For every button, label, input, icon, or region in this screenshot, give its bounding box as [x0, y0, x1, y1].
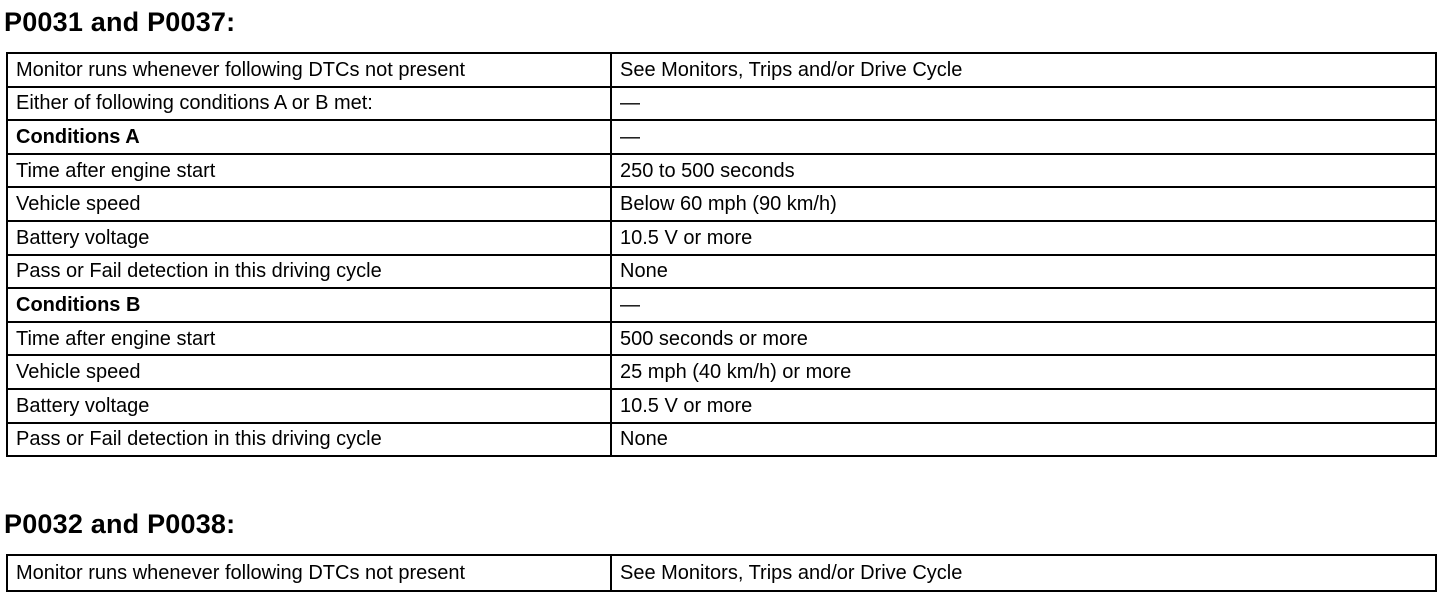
- condition-value: None: [611, 423, 1436, 457]
- condition-value: See Monitors, Trips and/or Drive Cycle: [611, 53, 1436, 87]
- table-row: [7, 221, 1436, 255]
- condition-label: Monitor runs whenever following DTCs not present: [7, 555, 611, 591]
- table-row-conditions-a-heading: [7, 120, 1436, 154]
- condition-value: 250 to 500 seconds: [611, 154, 1436, 188]
- condition-group-label: Conditions B: [7, 288, 611, 322]
- condition-label: Vehicle speed: [7, 187, 611, 221]
- condition-value: None: [611, 255, 1436, 289]
- condition-label: Battery voltage: [7, 221, 611, 255]
- condition-value: 10.5 V or more: [611, 221, 1436, 255]
- condition-label: Pass or Fail detection in this driving cycle: [7, 255, 611, 289]
- condition-label: Either of following conditions A or B met:: [7, 87, 611, 121]
- condition-value: 500 seconds or more: [611, 322, 1436, 356]
- table-row: [7, 53, 1436, 87]
- table-row: [7, 87, 1436, 121]
- condition-group-label: Conditions A: [7, 120, 611, 154]
- table-row: [7, 355, 1436, 389]
- condition-value: —: [611, 87, 1436, 121]
- condition-value: 10.5 V or more: [611, 389, 1436, 423]
- section-title-p0032-p0038: P0032 and P0038:: [4, 509, 236, 539]
- condition-label: Vehicle speed: [7, 355, 611, 389]
- condition-label: Time after engine start: [7, 154, 611, 188]
- table-row: [7, 389, 1436, 423]
- condition-label: Battery voltage: [7, 389, 611, 423]
- condition-value: —: [611, 288, 1436, 322]
- table-row: [7, 154, 1436, 188]
- table-row: [7, 187, 1436, 221]
- condition-value: Below 60 mph (90 km/h): [611, 187, 1436, 221]
- conditions-table-p0031-p0037: [6, 52, 1437, 457]
- section-title-p0031-p0037: P0031 and P0037:: [4, 7, 236, 37]
- condition-label: Time after engine start: [7, 322, 611, 356]
- condition-value: 25 mph (40 km/h) or more: [611, 355, 1436, 389]
- conditions-table-p0032-p0038: [6, 554, 1437, 592]
- condition-value: —: [611, 120, 1436, 154]
- table-row-conditions-b-heading: [7, 288, 1436, 322]
- table-row: [7, 555, 1436, 591]
- table-row: [7, 423, 1436, 457]
- condition-label: Pass or Fail detection in this driving cycle: [7, 423, 611, 457]
- condition-label: Monitor runs whenever following DTCs not present: [7, 53, 611, 87]
- table-row: [7, 255, 1436, 289]
- table-row: [7, 322, 1436, 356]
- condition-value: See Monitors, Trips and/or Drive Cycle: [611, 555, 1436, 591]
